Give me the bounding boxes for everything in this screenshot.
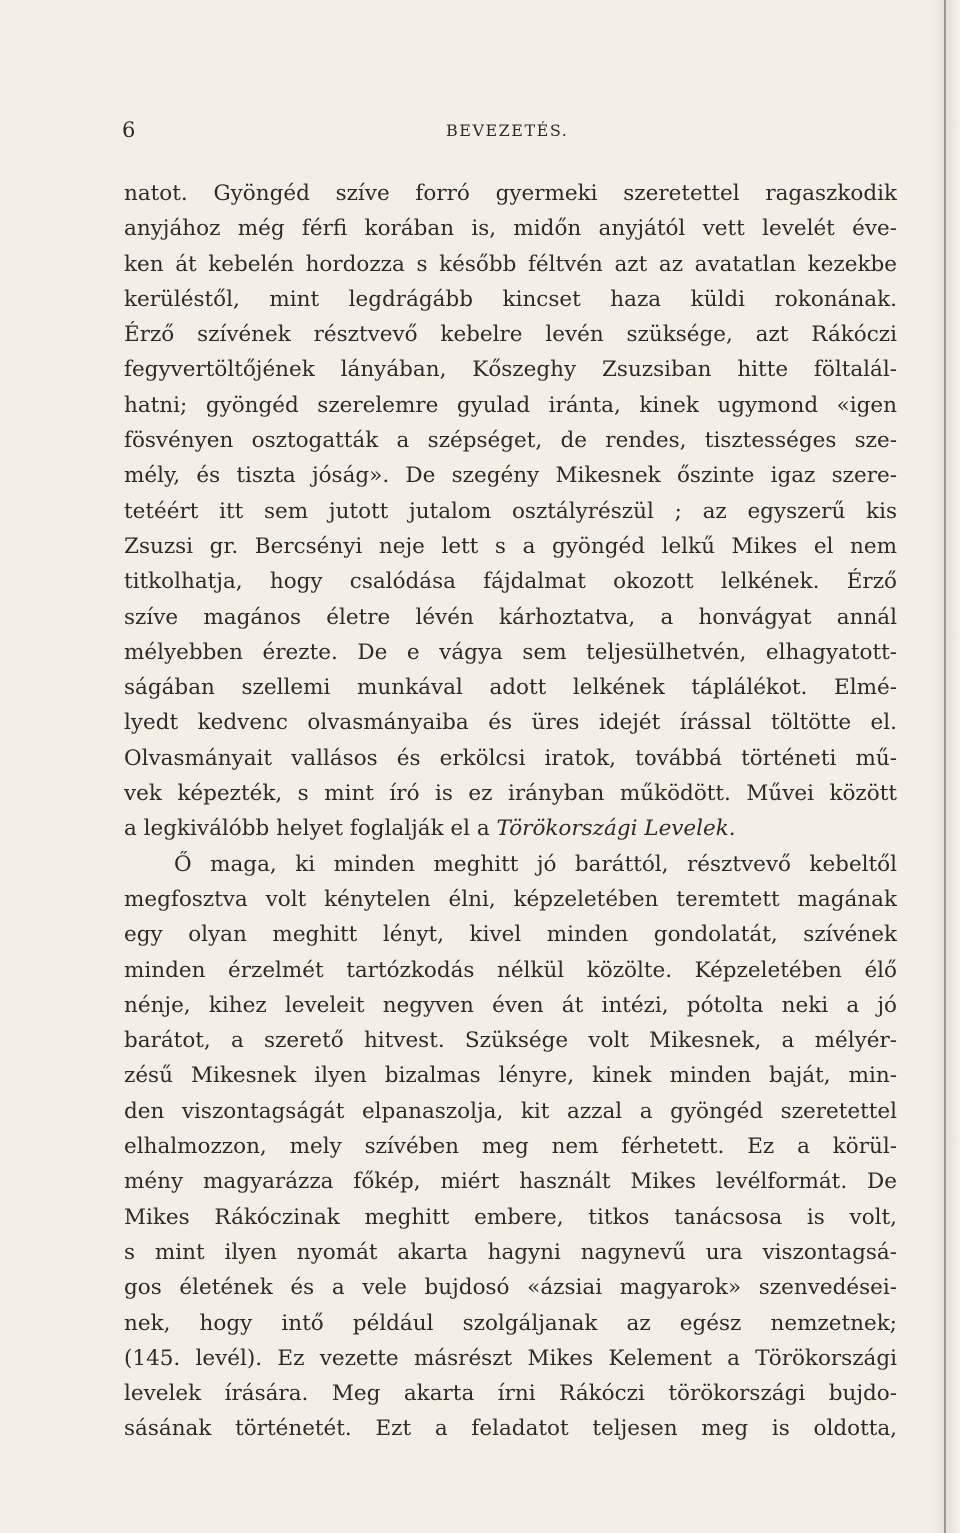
text-line: den viszontagságát elpanaszolja, kit azzal a gyöngéd szeretettel (124, 1098, 897, 1124)
running-title: BEVEZETÉS. (446, 121, 569, 140)
text-line: hatni; gyöngéd szerelemre gyulad iránta, kinek ugymond «igen (124, 392, 897, 418)
text-line: fegyvertöltőjének lányában, Kőszeghy Zsuzsiban hitte föltalál- (124, 357, 897, 383)
text-line-start: a legkiválóbb helyet foglalják el a (124, 816, 490, 842)
book-title: Törökországi Levelek. (496, 816, 736, 842)
text-line: nénje, kihez leveleit negyven éven át intézi, pótolta neki a jó (124, 992, 897, 1018)
text-line: nek, hogy intő például szolgáljanak az egész nemzetnek; (124, 1310, 897, 1336)
page-header (122, 118, 897, 142)
text-line: mény magyarázza főkép, miért használt Mikes levélformát. De (124, 1169, 897, 1195)
text-line-with-title (124, 811, 897, 846)
text-line: vek képezték, s mint író is ez irányban működött. Művei között (124, 781, 897, 807)
text-line: szíve magános életre lévén kárhoztatva, a honvágyat annál (124, 604, 897, 630)
text-line: ságában szellemi munkával adott lelkének táplálékot. Elmé- (124, 675, 897, 701)
text-line: barátot, a szerető hitvest. Szüksége volt Mikesnek, a mélyér- (124, 1028, 897, 1054)
text-line: levelek írására. Meg akarta írni Rákóczi törökországi bujdo- (124, 1381, 897, 1407)
text-line: (145. levél). Ez vezette másrészt Mikes Kelement a Törökországi (124, 1345, 897, 1371)
text-line: megfosztva volt kénytelen élni, képzeletében teremtett magának (124, 886, 897, 912)
text-line: titkolhatja, hogy csalódása fájdalmat okozott lelkének. Érző (124, 569, 897, 595)
paragraph-first-line: Ő maga, ki minden meghitt jó baráttól, résztvevő kebeltől (174, 851, 897, 877)
text-line: Olvasmányait vallásos és erkölcsi iratok, továbbá történeti mű- (124, 745, 897, 771)
text-line: Érző szívének résztvevő kebelre levén szüksége, azt Rákóczi (124, 322, 897, 348)
text-line: fösvényen osztogatták a szépséget, de rendes, tisztességes sze- (124, 428, 897, 454)
text-line: natot. Gyöngéd szíve forró gyermeki szeretettel ragaszkodik (124, 181, 897, 206)
text-line: anyjához még férfi korában is, midőn anyjától vett levelét éve- (124, 216, 897, 242)
text-line: sásának történetét. Ezt a feladatot teljesen meg is oldotta, (124, 1416, 897, 1442)
text-line: minden érzelmét tartózkodás nélkül közölte. Képzeletében élő (124, 957, 897, 983)
text-line: egy olyan meghitt lényt, kivel minden gondolatát, szívének (124, 922, 897, 948)
text-line: zésű Mikesnek ilyen bizalmas lényre, kinek minden baját, min- (124, 1063, 897, 1089)
body-text (124, 176, 897, 1447)
text-line: Mikes Rákóczinak meghitt embere, titkos tanácsosa is volt, (124, 1204, 897, 1230)
page-edge-line (944, 0, 946, 1533)
text-line: Zsuzsi gr. Bercsényi neje lett s a gyöngéd lelkű Mikes el nem (124, 533, 897, 559)
text-line: mélyebben érezte. De e vágya sem teljesülhetvén, elhagyatott- (124, 639, 897, 665)
text-line: lyedt kedvenc olvasmányaiba és üres idejét írással töltötte el. (124, 710, 897, 736)
text-line: s mint ilyen nyomát akarta hagyni nagynevű ura viszontagsá- (124, 1239, 897, 1265)
text-line: kerüléstől, mint legdrágább kincset haza küldi rokonának. (124, 286, 897, 312)
page-number: 6 (122, 118, 136, 142)
text-line: tetéért itt sem jutott jutalom osztályrészül ; az egyszerű kis (124, 498, 897, 524)
text-line: gos életének és a vele bujdosó «ázsiai magyarok» szenvedései- (124, 1275, 897, 1301)
text-line: ken át kebelén hordozza s később féltvén azt az avatatlan kezekbe (124, 251, 897, 277)
text-line: elhalmozzon, mely szívében meg nem férhetett. Ez a körül- (124, 1134, 897, 1160)
text-line: mély, és tiszta jóság». De szegény Mikesnek őszinte igaz szere- (124, 463, 897, 489)
